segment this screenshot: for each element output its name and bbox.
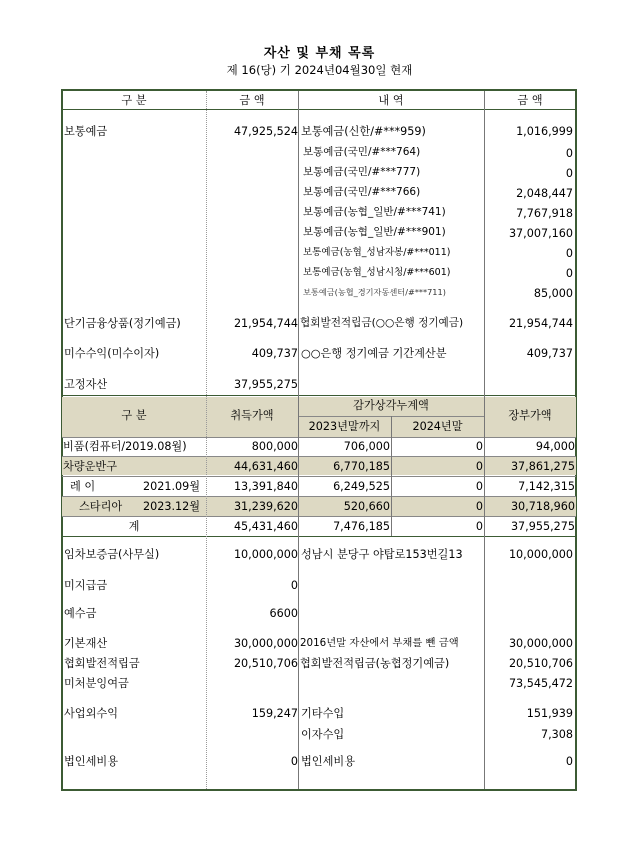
deposit-label: 보통예금	[64, 125, 108, 138]
lease-amount: 10,000,000	[233, 548, 298, 561]
asset-total-category: 계	[128, 520, 140, 533]
interest-desc: 이자수입	[301, 728, 345, 741]
page-title: 자산 및 부채 목록	[263, 46, 376, 61]
withholding-amount: 6600	[269, 607, 298, 620]
asset-row-4-date: 2023.12월	[143, 500, 201, 513]
asset-row-4-category: 스타리아	[79, 500, 123, 513]
surplus-desc-amount: 73,545,472	[508, 677, 573, 690]
asset-row-3-date: 2021.09월	[143, 480, 201, 493]
asset-row-1-dep-2024: 0	[475, 440, 483, 453]
header-divider	[62, 109, 576, 110]
reserve-amount: 20,510,706	[233, 657, 298, 670]
asset-row-2-book: 37,861,275	[510, 460, 575, 473]
base-asset-label: 기본재산	[64, 637, 108, 650]
short-term-desc-amount: 21,954,744	[508, 317, 573, 330]
deposit-detail-7: 보통예금(농협_성남자봉/#***011)	[303, 247, 451, 258]
asset-header-book: 장부가액	[508, 409, 552, 422]
asset-row-3-dep-2023: 6,249,525	[333, 480, 390, 493]
deposit-detail-amount-4: 2,048,447	[516, 187, 573, 200]
asset-header-bottom	[62, 437, 576, 438]
tax-desc-amount: 0	[565, 755, 573, 768]
withholding-label: 예수금	[64, 607, 97, 620]
asset-row-line-3	[62, 496, 576, 497]
asset-row-2-dep-2023: 6,770,185	[333, 460, 390, 473]
surplus-label: 미처분잉여금	[64, 677, 129, 690]
asset-header-dep-2023: 2023년말까지	[308, 420, 381, 433]
reserve-label: 협회발전적립금	[64, 657, 140, 670]
reserve-desc: 협회발전적립금(농협정기예금)	[300, 657, 450, 670]
asset-total-book: 37,955,275	[510, 520, 575, 533]
asset-row-2-category: 차량운반구	[63, 460, 118, 473]
deposit-detail-4: 보통예금(국민/#***766)	[303, 186, 421, 198]
asset-row-3-dep-2024: 0	[475, 480, 483, 493]
header-detail-amount: 금 액	[517, 94, 543, 107]
asset-row-3-book: 7,142,315	[518, 480, 575, 493]
reserve-desc-amount: 20,510,706	[508, 657, 573, 670]
asset-header-acquisition: 취득가액	[230, 409, 274, 422]
nonop-amount: 159,247	[251, 707, 298, 720]
asset-row-1-category: 비품(컴퓨터/2019.08월)	[63, 440, 187, 453]
tax-label: 법인세비용	[64, 755, 119, 768]
deposit-detail-9: 보통예금(농협_경기자동센터/#***711)	[303, 287, 446, 297]
deposit-detail-amount-3: 0	[565, 167, 573, 180]
base-asset-desc-amount: 30,000,000	[508, 637, 573, 650]
tax-desc: 법인세비용	[301, 755, 356, 768]
asset-row-4-dep-2024: 0	[475, 500, 483, 513]
deposit-detail-amount-7: 0	[565, 247, 573, 260]
fixed-asset-amount: 37,955,275	[233, 378, 298, 391]
asset-total-dep-2024: 0	[475, 520, 483, 533]
header-category: 구 분	[121, 94, 147, 107]
asset-header-dep-2024: 2024년말	[412, 420, 463, 433]
lease-desc: 성남시 분당구 야탑로153번길13	[301, 548, 463, 561]
accrued-label: 미수수익(미수이자)	[64, 347, 160, 360]
accrued-amount: 409,737	[251, 347, 298, 360]
header-amount: 금 액	[239, 94, 265, 107]
asset-row-3-acquisition: 13,391,840	[233, 480, 298, 493]
lease-label: 임차보증금(사무실)	[64, 548, 160, 561]
unpaid-label: 미지급금	[64, 579, 108, 592]
deposit-detail-amount-9: 85,000	[533, 287, 573, 300]
short-term-label: 단기금융상품(정기예금)	[64, 317, 181, 330]
asset-header-category: 구 분	[121, 409, 147, 422]
nonop-desc-amount: 151,939	[526, 707, 573, 720]
accrued-desc-amount: 409,737	[526, 347, 573, 360]
asset-row-1-book: 94,000	[535, 440, 575, 453]
short-term-amount: 21,954,744	[233, 317, 298, 330]
asset-row-4-dep-2023: 520,660	[343, 500, 390, 513]
deposit-detail-1: 보통예금(신한/#***959)	[301, 125, 426, 138]
deposit-amount: 47,925,524	[233, 125, 298, 138]
accrued-desc: ○○은행 정기예금 기간계산분	[301, 347, 447, 360]
asset-row-1-acquisition: 800,000	[251, 440, 298, 453]
short-term-desc: 협회발전적립금(○○은행 정기예금)	[300, 317, 464, 329]
tax-amount: 0	[290, 755, 298, 768]
asset-row-4-acquisition: 31,239,620	[233, 500, 298, 513]
deposit-detail-3: 보통예금(국민/#***777)	[303, 166, 421, 178]
deposit-detail-amount-2: 0	[565, 147, 573, 160]
deposit-detail-amount-6: 37,007,160	[508, 227, 573, 240]
asset-row-1-dep-2023: 706,000	[343, 440, 390, 453]
deposit-detail-amount-1: 1,016,999	[516, 125, 573, 138]
asset-total-dep-2023: 7,476,185	[333, 520, 390, 533]
header-description: 내 역	[378, 94, 404, 107]
asset-total-acquisition: 45,431,460	[233, 520, 298, 533]
asset-row-4-book: 30,718,960	[510, 500, 575, 513]
lease-desc-amount: 10,000,000	[508, 548, 573, 561]
dep-col-divider	[391, 416, 392, 536]
fixed-asset-divider	[62, 395, 576, 396]
page-subtitle: 제 16(당) 기 2024년04월30일 현재	[226, 63, 413, 77]
deposit-detail-6: 보통예금(농협_일반/#***901)	[303, 226, 446, 238]
asset-row-line-2	[62, 476, 576, 477]
base-asset-amount: 30,000,000	[233, 637, 298, 650]
unpaid-amount: 0	[290, 579, 298, 592]
asset-row-line-1	[62, 456, 576, 457]
nonop-label: 사업외수익	[64, 707, 119, 720]
asset-row-line-4	[62, 516, 576, 517]
fixed-asset-label: 고정자산	[64, 378, 108, 391]
deposit-detail-8: 보통예금(농협_성남시청/#***601)	[303, 267, 451, 278]
deposit-detail-2: 보통예금(국민/#***764)	[303, 146, 421, 158]
asset-row-3-category: 레 이	[70, 480, 96, 493]
asset-header-depreciation: 감가상각누계액	[353, 399, 429, 412]
deposit-detail-amount-5: 7,767,918	[516, 207, 573, 220]
deposit-detail-amount-8: 0	[565, 267, 573, 280]
interest-desc-amount: 7,308	[540, 728, 573, 741]
asset-row-2-acquisition: 44,631,460	[233, 460, 298, 473]
asset-table-bottom	[62, 536, 576, 537]
asset-row-2-dep-2024: 0	[475, 460, 483, 473]
nonop-desc: 기타수입	[301, 707, 345, 720]
base-asset-desc: 2016년말 자산에서 부채를 뺀 금액	[300, 637, 459, 649]
deposit-detail-5: 보통예금(농협_일반/#***741)	[303, 206, 446, 218]
